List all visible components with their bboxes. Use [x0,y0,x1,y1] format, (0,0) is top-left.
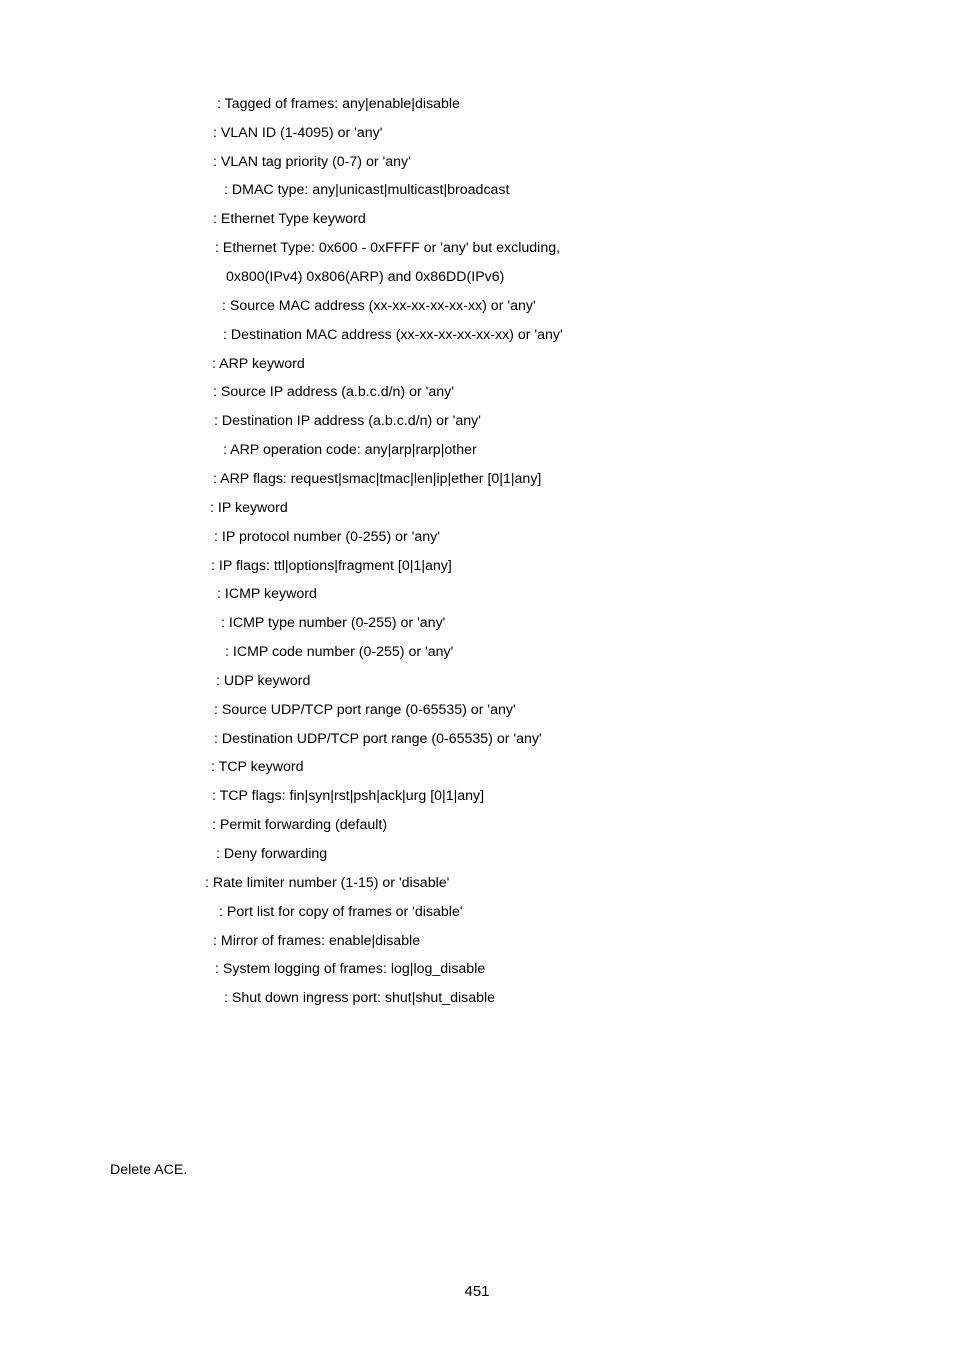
param-deny: : Deny forwarding [216,846,328,862]
param-tcp-keyword: : TCP keyword [211,759,304,775]
param-logging: : System logging of frames: log|log_disable [215,961,486,977]
param-rate-limiter: : Rate limiter number (1-15) or 'disable' [205,875,450,891]
param-source-mac: : Source MAC address (xx-xx-xx-xx-xx-xx) or 'any' [222,298,536,314]
param-tcp-flags: : TCP flags: fin|syn|rst|psh|ack|urg [0|1|any] [212,788,485,804]
param-destination-port-range: : Destination UDP/TCP port range (0-65535) or 'any' [214,731,542,747]
param-mirror: : Mirror of frames: enable|disable [213,933,421,949]
param-arp-opcode: : ARP operation code: any|arp|rarp|other [223,442,477,458]
param-shutdown: : Shut down ingress port: shut|shut_disable [224,990,496,1006]
param-tagged: : Tagged of frames: any|enable|disable [217,96,460,112]
param-ethernet-type-exclusions: 0x800(IPv4) 0x806(ARP) and 0x86DD(IPv6) [226,269,505,285]
param-dmac-type: : DMAC type: any|unicast|multicast|broadcast [224,182,510,198]
param-arp-flags: : ARP flags: request|smac|tmac|len|ip|ether [0|1|any] [213,471,542,487]
param-ethernet-type: : Ethernet Type: 0x600 - 0xFFFF or 'any' but excluding, [215,240,561,256]
param-ip-keyword: : IP keyword [210,500,288,516]
param-port-copy: : Port list for copy of frames or 'disable' [219,904,463,920]
param-vlan-tag-priority: : VLAN tag priority (0-7) or 'any' [213,154,411,170]
param-ip-protocol: : IP protocol number (0-255) or 'any' [214,529,440,545]
param-icmp-code: : ICMP code number (0-255) or 'any' [225,644,454,660]
param-source-ip: : Source IP address (a.b.c.d/n) or 'any' [213,384,454,400]
param-source-port-range: : Source UDP/TCP port range (0-65535) or 'any' [214,702,516,718]
param-udp-keyword: : UDP keyword [216,673,311,689]
param-ethernet-keyword: : Ethernet Type keyword [213,211,366,227]
param-permit: : Permit forwarding (default) [212,817,388,833]
param-destination-ip: : Destination IP address (a.b.c.d/n) or 'any' [214,413,481,429]
param-vlan-id: : VLAN ID (1-4095) or 'any' [213,125,383,141]
param-icmp-keyword: : ICMP keyword [217,586,317,602]
page-number: 451 [464,1283,490,1300]
delete-ace-note: Delete ACE. [110,1162,188,1178]
param-ip-flags: : IP flags: ttl|options|fragment [0|1|any] [211,558,452,574]
param-arp-keyword: : ARP keyword [212,356,305,372]
param-icmp-type: : ICMP type number (0-255) or 'any' [221,615,446,631]
param-destination-mac: : Destination MAC address (xx-xx-xx-xx-xx-xx) or 'any' [223,327,563,343]
